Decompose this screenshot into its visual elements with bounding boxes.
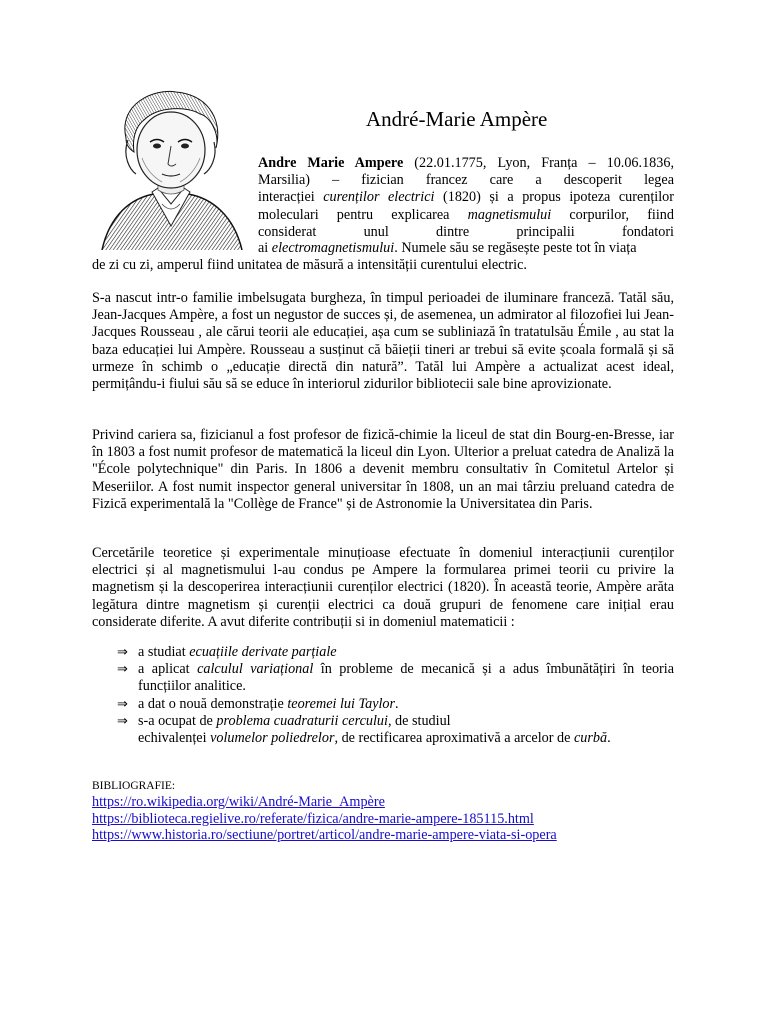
bibliography-links: [92, 794, 557, 844]
link-wikipedia[interactable]: https://ro.wikipedia.org/wiki/André-Marie_Ampère: [92, 794, 385, 810]
list-item: ⇒ a aplicat calculul variațional în probleme de mecanică și a adus îmbunătățiri în teoria funcțiilor analitice.: [117, 661, 674, 695]
arrow-icon: ⇒: [117, 696, 128, 712]
page-title: André-Marie Ampère: [366, 107, 548, 131]
list-item: ⇒ a dat o nouă demonstrație teoremei lui Taylor.: [117, 695, 399, 712]
paragraph-research: Cercetările teoretice și experimentale minuțioase efectuate în domeniul interacțiunii curenților electrici și al magnetismului l-au condus pe Ampere la formularea primei teorii cu privire la magnetism și la descoperirea interacțiunii curenților electrici (1820). În această teorie, Ampère arăta legătura dintre magnetism și curenții electrici ca două grupuri de fenomene care inițial erau considerate diferite. A avut diferite contribuții si in domeniul matematicii :: [92, 545, 674, 630]
intro-paragraph: Andre Marie Ampere (22.01.1775, Lyon, Franța – 10.06.1836, Marsilia) – fizician francez care a descoperit legea interacției curenților electrici (1820) și a propus ipoteza curenților moleculari pentru explicarea magnetismului corpurilor, fiind considerat unul dintre principalii fondatori: [258, 155, 674, 240]
link-historia[interactable]: https://www.historia.ro/sectiune/portret/articol/andre-marie-ampere-viata-si-opera: [92, 827, 557, 843]
paragraph-family: S-a nascut intr-o familie imbelsugata burgheza, în timpul perioadei de iluminare franceză. Tatăl său, Jean-Jacques Ampère, a fost un negustor de succes și, de asemenea, un admirator al filozofiei lui Jean-Jacques Rousseau , ale cărui teorii ale educației, așa cum se subliniază în tratatulsău Émile , au stat la baza educației lui Ampère. Rousseau a susținut că băieții tineri ar trebui să evite școala formală și să urmeze în schimb o „educație directă din natură”. Tatăl lui Ampère a actualizat acest ideal, permițându-i fiului său să se educe în interiorul zidurilor bibliotecii sale bine aprovizionate.: [92, 290, 674, 393]
portrait-engraving-icon: [92, 86, 250, 250]
arrow-icon: ⇒: [117, 713, 128, 729]
arrow-icon: ⇒: [117, 662, 128, 678]
paragraph-career: Privind cariera sa, fizicianul a fost profesor de fizică-chimie la liceul de stat din Bourg-en-Bresse, iar în 1803 a fost numit profesor de matematică la liceul din Lyon. Ulterior a preluat catedra de Analiză la "École polytechnique" din Paris. In 1806 a devenit membru consultativ în Comitetul Artelor și Meseriilor. A fost numit inspector general universitar în 1808, un an mai târziu preluand catedra de Fizică experimentală la "Collège de France" și de Astronomie la Universitatea din Paris.: [92, 427, 674, 512]
list-item: ⇒ a studiat ecuațiile derivate parțiale: [117, 644, 337, 660]
subject-name: Andre Marie Ampere: [258, 155, 404, 171]
intro-continuation: ai electromagnetismului. Numele său se regăsește peste tot în viața de zi cu zi, amperul fiind unitatea de măsură a intensității curentului electric.: [92, 240, 637, 274]
list-item: ⇒ s-a ocupat de problema cuadraturii cercului, de studiul echivalenței volumelor poliedrelor, de rectificarea aproximativă a arcelor de curbă.: [117, 712, 611, 747]
contributions-list: [92, 644, 674, 747]
bibliography-label: BIBLIOGRAFIE:: [92, 780, 176, 792]
arrow-icon: ⇒: [117, 645, 128, 660]
link-regielive[interactable]: https://biblioteca.regielive.ro/referate/fizica/andre-marie-ampere-185115.html: [92, 810, 534, 827]
